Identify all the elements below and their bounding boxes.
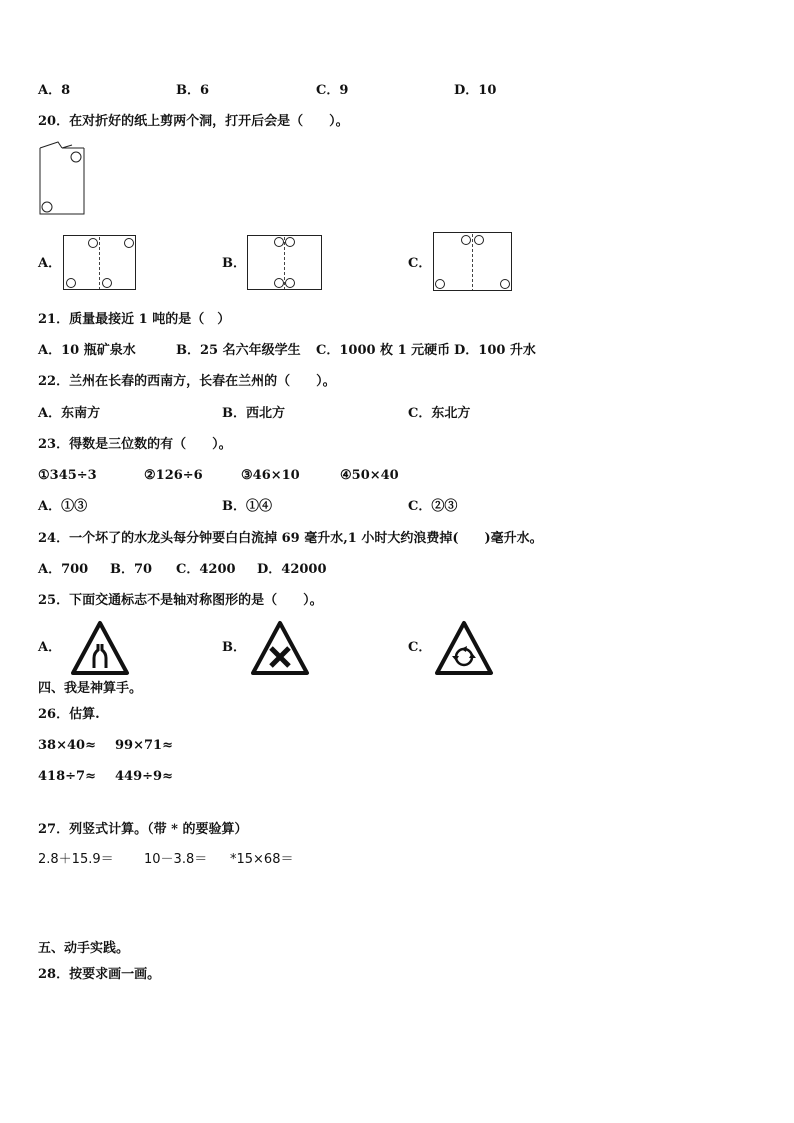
crossroad-sign-icon xyxy=(250,620,310,676)
q24-option-b: B．70 xyxy=(110,562,153,577)
q24-option-c: C．4200 xyxy=(176,562,236,577)
q21-option-b: B．25 名六年级学生 xyxy=(176,343,301,358)
q26-item-2: 99×71≈ xyxy=(115,738,173,753)
q24-option-a: A．700 xyxy=(38,562,89,577)
roundabout-sign-icon xyxy=(434,620,494,676)
q21-option-a: A．10 瓶矿泉水 xyxy=(38,343,136,358)
narrow-road-sign-icon xyxy=(70,620,130,676)
q20-label-b: B． xyxy=(222,256,246,271)
q26-item-1: 38×40≈ xyxy=(38,738,96,753)
q27-item-3: *15×68＝ xyxy=(230,852,294,867)
q26-item-4: 449÷9≈ xyxy=(115,769,173,784)
section-4-title: 四、我是神算手。 xyxy=(38,681,143,696)
q21-stem: 21．质量最接近 1 吨的是（ ） xyxy=(38,312,231,327)
q26-item-3: 418÷7≈ xyxy=(38,769,96,784)
q23-item-3: ③46×10 xyxy=(241,468,300,483)
q21-option-d: D．100 升水 xyxy=(454,343,536,358)
q23-item-4: ④50×40 xyxy=(340,468,399,483)
q20-label-a: A． xyxy=(38,256,62,271)
q23-option-a: A．①③ xyxy=(38,499,88,514)
q20-option-a-figure xyxy=(63,235,137,291)
q25-stem: 25．下面交通标志不是轴对称图形的是（ ）。 xyxy=(38,593,323,608)
q27-stem: 27．列竖式计算。（带 * 的要验算） xyxy=(38,822,248,837)
q25-label-c: C． xyxy=(408,640,432,655)
q23-option-b: B．①④ xyxy=(222,499,272,514)
q21-option-c: C．1000 枚 1 元硬币 xyxy=(316,343,451,358)
q19-option-d: D．10 xyxy=(454,83,497,98)
q26-stem: 26．估算. xyxy=(38,707,100,722)
q24-option-d: D．42000 xyxy=(257,562,327,577)
q22-option-c: C．东北方 xyxy=(408,406,471,421)
q19-option-b: B．6 xyxy=(176,83,210,98)
q20-option-b-figure xyxy=(247,235,323,291)
q24-stem: 24．一个坏了的水龙头每分钟要白白流掉 69 毫升水,1 小时大约浪费掉( )毫升水。 xyxy=(38,531,543,546)
q23-item-2: ②126÷6 xyxy=(144,468,203,483)
q22-option-b: B．西北方 xyxy=(222,406,285,421)
q19-option-a: A．8 xyxy=(38,83,71,98)
folded-paper-figure xyxy=(36,140,92,220)
q23-item-1: ①345÷3 xyxy=(38,468,97,483)
q25-label-b: B． xyxy=(222,640,246,655)
q23-option-c: C．②③ xyxy=(408,499,458,514)
q27-item-1: 2.8＋15.9＝ xyxy=(38,852,114,867)
section-5-title: 五、动手实践。 xyxy=(38,941,130,956)
q23-stem: 23．得数是三位数的有（ ）。 xyxy=(38,437,232,452)
q20-stem: 20．在对折好的纸上剪两个洞，打开后会是（ ）。 xyxy=(38,114,349,129)
q22-option-a: A．东南方 xyxy=(38,406,101,421)
q19-option-c: C．9 xyxy=(316,83,349,98)
q20-option-c-figure xyxy=(433,232,513,292)
q20-label-c: C． xyxy=(408,256,432,271)
q22-stem: 22．兰州在长春的西南方，长春在兰州的（ ）。 xyxy=(38,374,336,389)
q25-label-a: A． xyxy=(38,640,62,655)
q27-item-2: 10－3.8＝ xyxy=(144,852,208,867)
q28-stem: 28．按要求画一画。 xyxy=(38,967,161,982)
